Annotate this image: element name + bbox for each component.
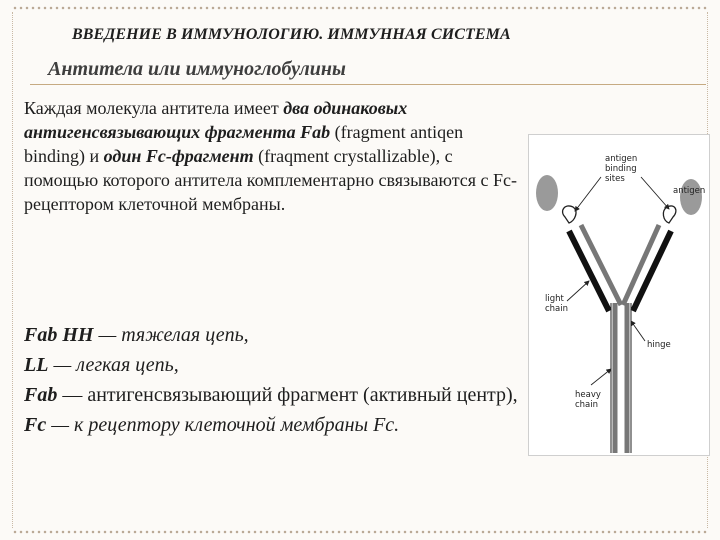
definition-term: Fab HH <box>24 324 94 346</box>
label-antigen-binding-sites-1: antigen <box>605 154 638 164</box>
definition-item <box>24 380 524 410</box>
antibody-diagram-svg <box>529 135 709 455</box>
definition-text: — к рецептору клеточной мембраны Fc. <box>46 414 400 436</box>
paragraph-emphasis-fc: один Fc-фрагмент <box>103 146 254 166</box>
label-heavy-chain-1: heavy <box>575 390 601 400</box>
definition-term: Fc <box>24 414 47 436</box>
label-antigen-binding-sites-3: sites <box>605 174 625 184</box>
definition-item <box>24 410 524 440</box>
right-binding-site-shape <box>663 206 676 223</box>
top-border-dots <box>12 6 708 10</box>
antibody-diagram <box>528 134 710 456</box>
definition-text: — легкая цепь, <box>48 354 179 376</box>
pointer-hinge <box>631 321 645 341</box>
definition-term: Fab <box>24 384 58 406</box>
paragraph-text-1: Каждая молекула антитела имеет <box>24 98 284 118</box>
definitions-list <box>24 320 524 440</box>
antigen-right-shape <box>680 179 702 215</box>
label-antigen: antigen <box>673 186 706 196</box>
slide-header: ВВЕДЕНИЕ В ИММУНОЛОГИЮ. ИММУННАЯ СИСТЕМА <box>72 26 511 43</box>
bottom-border-dots <box>12 530 708 534</box>
definition-text: — тяжелая цепь, <box>93 324 249 346</box>
label-hinge: hinge <box>647 340 671 350</box>
definition-item <box>24 320 524 350</box>
antigen-left-shape <box>536 175 558 211</box>
pointer-light-chain <box>567 281 589 301</box>
intro-paragraph <box>24 96 524 216</box>
label-antigen-binding-sites-2: binding <box>605 164 637 174</box>
slide-subtitle: Антитела или иммуноглобулины <box>48 58 346 80</box>
paragraph-emphasis-fab: два одинаковых антигенсвязывающих фрагмента Fab <box>24 98 408 142</box>
left-binding-site-shape <box>563 206 576 223</box>
definition-term: LL <box>24 354 49 376</box>
label-heavy-chain-2: chain <box>575 400 599 410</box>
label-light-chain-1: light <box>545 294 564 304</box>
pointer-binding-left <box>575 177 601 211</box>
subtitle-divider <box>30 84 706 85</box>
definition-text: — антигенсвязывающий фрагмент (активный центр), <box>57 384 518 406</box>
pointer-binding-right <box>641 177 669 209</box>
paragraph-text-3: (fraqment crystallizable), с помощью которого антитела комплементарно связываются с Fc-рецептором клеточной мембраны. <box>24 146 518 214</box>
pointer-heavy-chain <box>591 369 611 385</box>
paragraph-text-2: (fragment antiqen binding) и <box>24 122 464 166</box>
definition-item <box>24 350 524 380</box>
label-light-chain-2: chain <box>545 304 569 314</box>
